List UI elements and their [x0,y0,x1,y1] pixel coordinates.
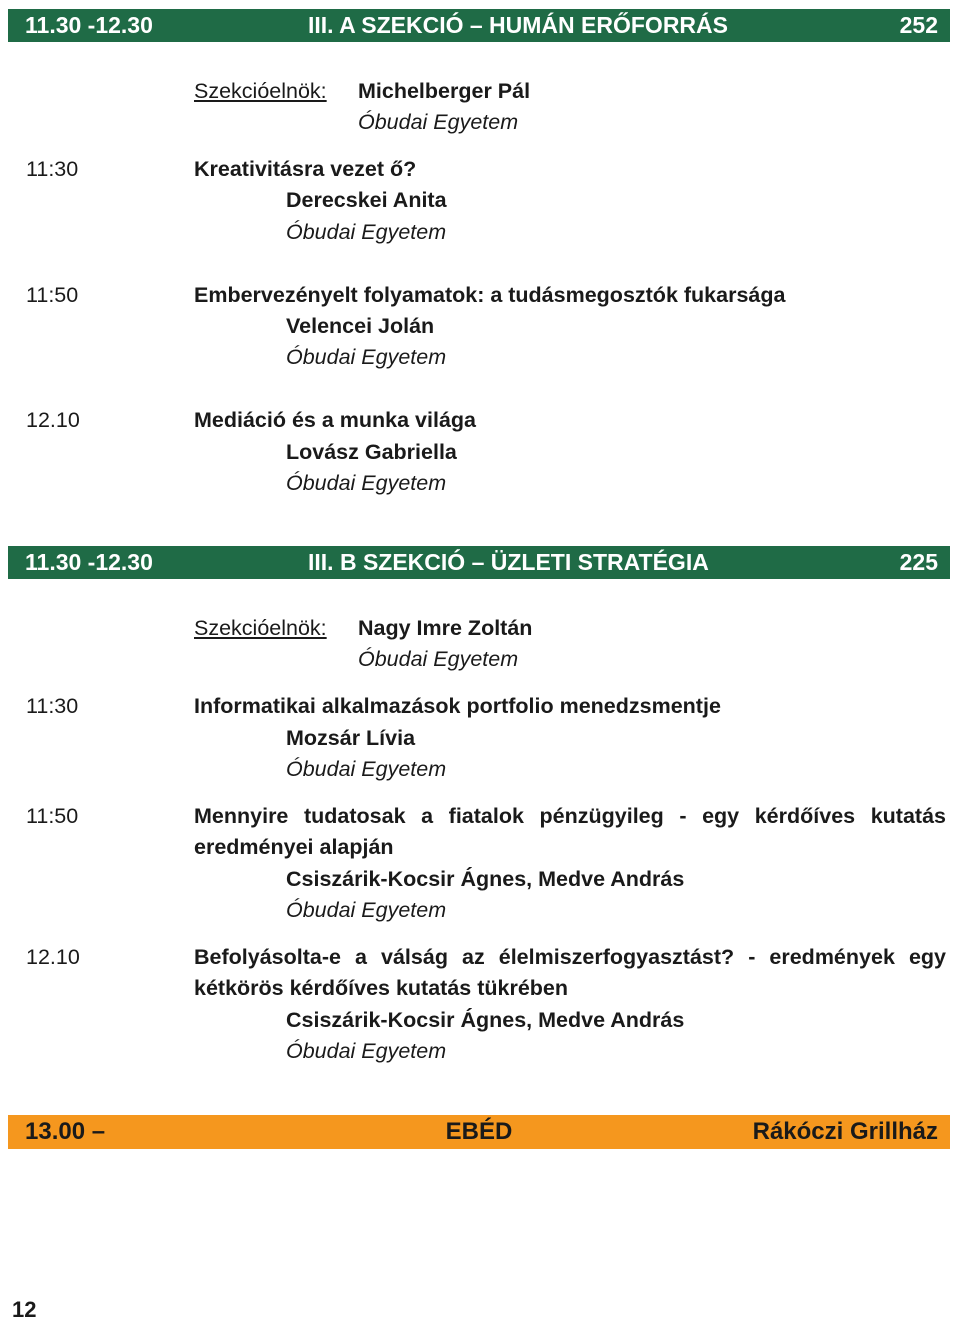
talk-institution: Óbudai Egyetem [286,220,447,244]
section-a-room: 252 [899,12,938,38]
talk-author: Velencei Jolán [286,314,435,338]
talk-author: Derecskei Anita [286,188,447,212]
talk-institution: Óbudai Egyetem [286,1039,447,1063]
talk-title: Mediáció és a munka világa [194,408,477,432]
section-a-chair-name: Michelberger Pál [358,79,531,103]
talk-time: 12.10 [26,408,80,432]
section-a-chair-institution: Óbudai Egyetem [358,110,519,134]
section-b-title: III. B SZEKCIÓ – ÜZLETI STRATÉGIA [308,549,709,575]
section-a-chair-label: Szekcióelnök: [194,79,327,103]
talk-author: Lovász Gabriella [286,440,457,464]
section-b-room: 225 [899,549,938,575]
section-b-chair-label: Szekcióelnök: [194,616,327,640]
talk-time: 11:50 [26,804,79,828]
talk-title: Mennyire tudatosak a fiatalok pénzügyileg - egy kérdőíves kutatás [194,804,946,828]
section-a-header [8,9,950,42]
talk-institution: Óbudai Egyetem [286,757,447,781]
talk-institution: Óbudai Egyetem [286,471,447,495]
section-b-chair-name: Nagy Imre Zoltán [358,616,533,640]
talk-title: Embervezényelt folyamatok: a tudásmegosztók fukarsága [194,283,786,307]
talk-title: Kreativitásra vezet ő? [194,157,417,181]
section-a-title: III. A SZEKCIÓ – HUMÁN ERŐFORRÁS [308,12,728,38]
section-a-time: 11.30 -12.30 [25,12,153,38]
talk-author: Csiszárik-Kocsir Ágnes, Medve András [286,1008,685,1032]
talk-title: Befolyásolta-e a válság az élelmiszerfogyasztást? - eredmények egy [194,945,946,969]
talk-author: Mozsár Lívia [286,726,416,750]
talk-time: 11:50 [26,283,79,307]
talk-institution: Óbudai Egyetem [286,345,447,369]
section-b-time: 11.30 -12.30 [25,549,153,575]
talk-title-continued: kétkörös kérdőíves kutatás tükrében [194,976,569,1000]
lunch-time: 13.00 – [25,1118,106,1145]
talk-time: 11:30 [26,157,79,181]
lunch-place: Rákóczi Grillház [752,1118,938,1145]
talk-author: Csiszárik-Kocsir Ágnes, Medve András [286,867,685,891]
talk-time: 12.10 [26,945,80,969]
talk-time: 11:30 [26,694,79,718]
talk-title: Informatikai alkalmazások portfolio menedzsmentje [194,694,721,718]
lunch-title: EBÉD [445,1118,513,1145]
talk-title-continued: eredményei alapján [194,835,394,859]
talk-institution: Óbudai Egyetem [286,898,447,922]
lunch-bar [8,1115,950,1149]
page-number: 12 [12,1297,37,1322]
section-b-header [8,546,950,579]
section-b-chair-institution: Óbudai Egyetem [358,647,519,671]
